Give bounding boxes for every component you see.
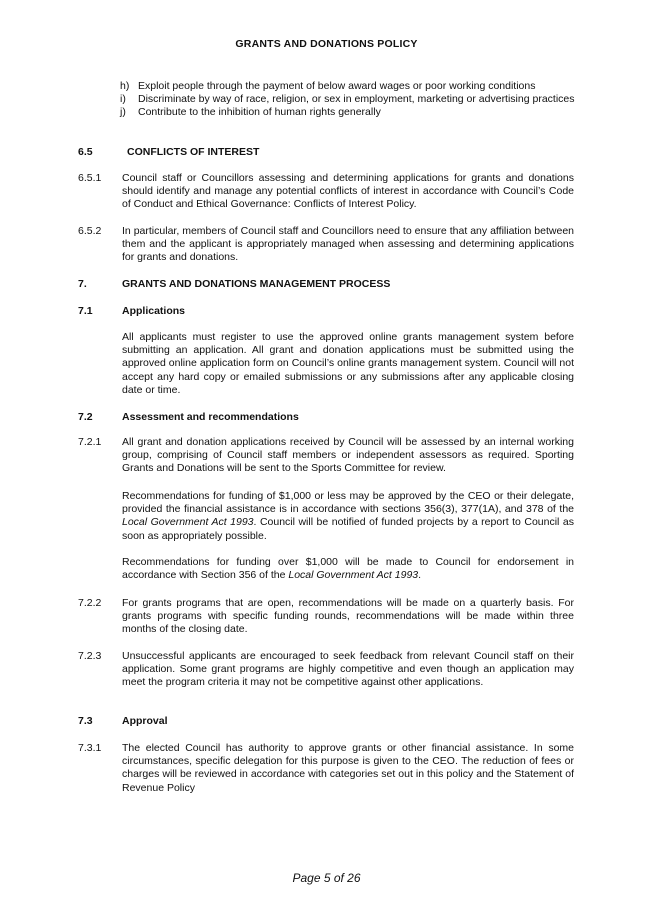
- page-header: GRANTS AND DONATIONS POLICY: [235, 38, 418, 50]
- clause-number: 7.2.3: [78, 650, 102, 662]
- list-text: Contribute to the inhibition of human rights generally: [138, 106, 381, 118]
- clause-number: 7.2.1: [78, 436, 102, 448]
- section-heading: CONFLICTS OF INTEREST: [127, 146, 260, 158]
- page-footer: Page 5 of 26: [292, 871, 361, 885]
- clause-text: Recommendations for funding over $1,000 will be made to Council for endorsement in accordance with Section 356 of the Local Government Act 1993.: [122, 556, 574, 582]
- list-continuation: [120, 80, 575, 119]
- clause-text: Recommendations for funding of $1,000 or less may be approved by the CEO or their delegate, provided the financial assistance is in accordance with sections 356(3), 377(1A), and 378 of the Local Government Act 1993. Council will be notified of funded projects by a report to Council as soon as appropriately possible.: [122, 490, 574, 542]
- clause-number: 7.3.1: [78, 742, 102, 754]
- section-heading: Applications: [122, 305, 186, 317]
- clause-text: The elected Council has authority to approve grants or other financial assistance. In some circumstances, specific delegation for this purpose is given to the CEO. The reduction of fees or charges will be reviewed in accordance with categories set out in this policy and the Statement of Revenue Policy: [122, 742, 574, 794]
- list-marker: h): [120, 80, 130, 92]
- clause-number: 7.2.2: [78, 597, 102, 609]
- list-item: [120, 80, 575, 93]
- act-reference: Local Government Act 1993: [288, 569, 419, 582]
- list-marker: i): [120, 93, 126, 105]
- list-item: [120, 106, 575, 119]
- section-heading: GRANTS AND DONATIONS MANAGEMENT PROCESS: [122, 278, 391, 290]
- clause-text: All applicants must register to use the approved online grants management system before submitting an application. All grant and donation applications must be submitted using the approved online application form on Council’s online grants management system. Council will not accept any hard copy or emailed submissions or any submissions after any applicable closing date or time.: [122, 331, 574, 396]
- clause-text: Unsuccessful applicants are encouraged to seek feedback from relevant Council staff on their application. Some grant programs are highly competitive and even though an application may meet the program criteria it may not be competitive against other applications.: [122, 650, 574, 689]
- section-number: 7.2: [78, 411, 93, 423]
- list-item: [120, 93, 575, 106]
- clause-text: All grant and donation applications received by Council will be assessed by an internal working group, comprising of Council staff members or independent assessors as required. Sporting Grants and Donations will be sent to the Sports Committee for review.: [122, 436, 574, 475]
- list-text: Discriminate by way of race, religion, or sex in employment, marketing or advertising practices: [138, 93, 575, 105]
- section-number: 7.: [78, 278, 87, 290]
- clause-number: 6.5.2: [78, 225, 102, 237]
- list-text: Exploit people through the payment of below award wages or poor working conditions: [138, 80, 536, 92]
- clause-text: In particular, members of Council staff and Councillors need to ensure that any affiliation between them and the applicant is appropriately managed when assessing and determining applications for grants and donations.: [122, 225, 574, 264]
- section-number: 7.3: [78, 715, 93, 727]
- clause-text: For grants programs that are open, recommendations will be made on a quarterly basis. For grants programs with specific funding rounds, recommendations will be made within three months of the closing date.: [122, 597, 574, 636]
- section-heading: Approval: [122, 715, 168, 727]
- clause-number: 6.5.1: [78, 172, 102, 184]
- section-number: 7.1: [78, 305, 93, 317]
- act-reference: Local Government Act 1993: [122, 516, 254, 529]
- section-number: 6.5: [78, 146, 93, 158]
- clause-text: Council staff or Councillors assessing and determining applications for grants and donations should identify and manage any potential conflicts of interest in accordance with Council’s Code of Conduct and Ethical Governance: Conflicts of Interest Policy.: [122, 172, 574, 211]
- list-marker: j): [120, 106, 126, 118]
- section-heading: Assessment and recommendations: [122, 411, 299, 423]
